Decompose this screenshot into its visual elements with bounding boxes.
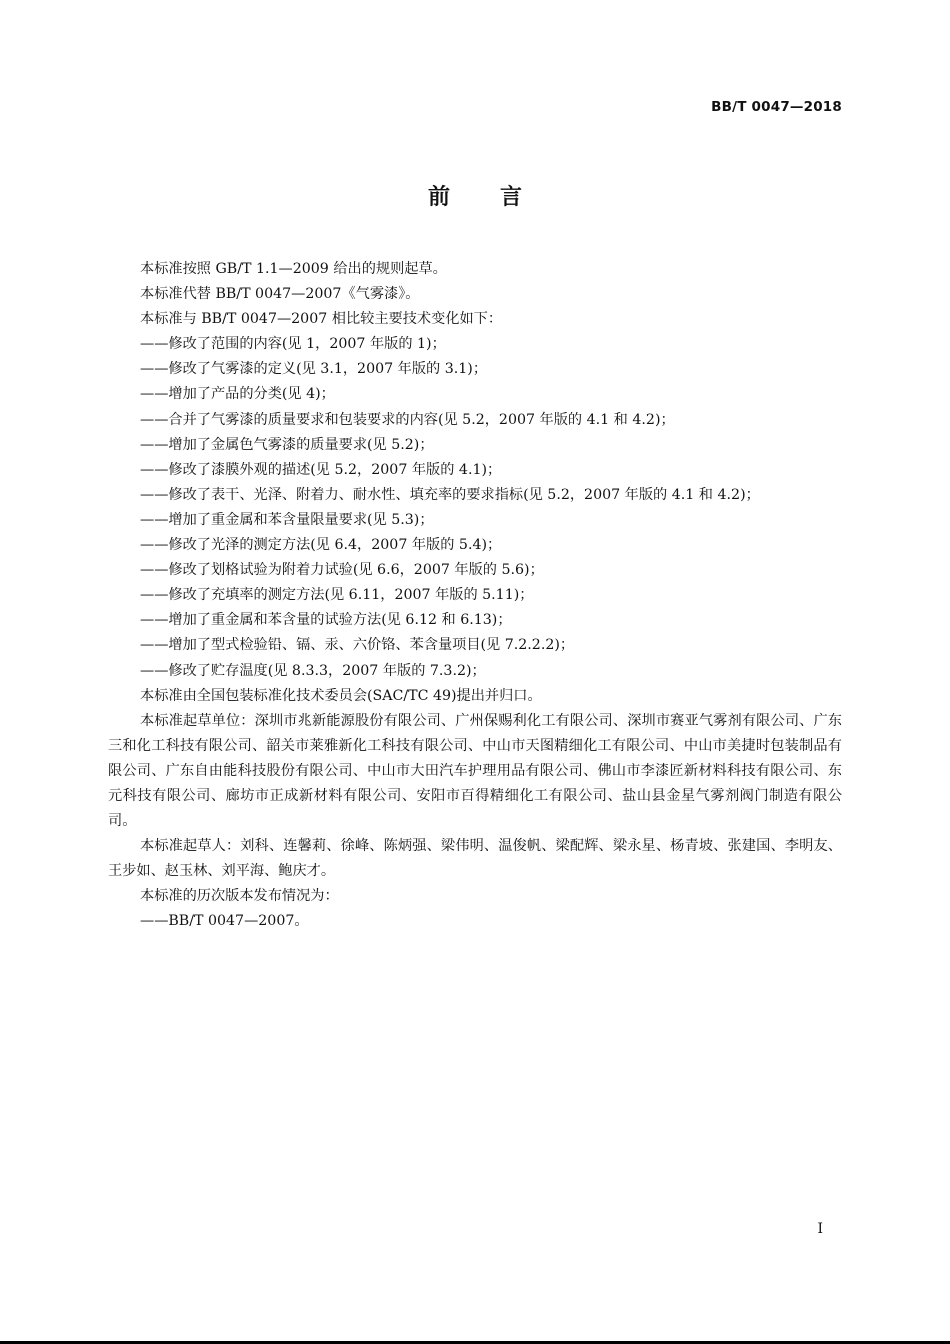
line-replaces: 本标准代替 BB/T 0047—2007《气雾漆》。: [140, 286, 420, 303]
change-item: ——修改了范围的内容(见 1，2007 年版的 1)；: [140, 336, 446, 353]
change-item: ——修改了表干、光泽、附着力、耐水性、填充率的要求指标(见 5.2，2007 年版的 4.1 和 4.2)；: [140, 486, 760, 503]
page-title: 前言: [427, 185, 572, 210]
change-item: ——修改了划格试验为附着力试验(见 6.6，2007 年版的 5.6)；: [140, 562, 544, 579]
standard-code: BB/T 0047—2018: [711, 99, 842, 115]
change-item: ——修改了光泽的测定方法(见 6.4，2007 年版的 5.4)；: [140, 537, 502, 554]
change-item: ——修改了充填率的测定方法(见 6.11，2007 年版的 5.11)；: [140, 587, 534, 604]
change-item: ——合并了气雾漆的质量要求和包装要求的内容(见 5.2，2007 年版的 4.1 和 4.2)；: [140, 411, 675, 428]
foreword-body: [108, 257, 842, 935]
change-item: ——增加了金属色气雾漆的质量要求(见 5.2)；: [140, 436, 434, 453]
change-item: ——增加了重金属和苯含量限量要求(见 5.3)；: [140, 511, 434, 528]
change-item: ——修改了贮存温度(见 8.3.3，2007 年版的 7.3.2)；: [140, 662, 486, 679]
history-item: ——BB/T 0047—2007。: [140, 913, 309, 930]
change-item: ——修改了漆膜外观的描述(见 5.2，2007 年版的 4.1)；: [140, 461, 502, 478]
change-item: ——增加了产品的分类(见 4)；: [140, 386, 335, 403]
line-history-intro: 本标准的历次版本发布情况为：: [140, 888, 339, 905]
change-item: ——增加了重金属和苯含量的试验方法(见 6.12 和 6.13)；: [140, 612, 512, 629]
page-number: I: [817, 1221, 823, 1237]
line-drafting-rule: 本标准按照 GB/T 1.1—2009 给出的规则起草。: [140, 261, 447, 277]
line-changes-intro: 本标准与 BB/T 0047—2007 相比较主要技术变化如下：: [140, 311, 503, 328]
change-item: ——增加了型式检验铅、镉、汞、六价铬、苯含量项目(见 7.2.2.2)；: [140, 637, 575, 654]
paragraph-drafters: 本标准起草人：刘科、连馨莉、徐峰、陈炳强、梁伟明、温俊帆、梁配辉、梁永星、杨青坡、张建国、李明友、王步如、赵玉林、刘平海、鲍庆才。: [108, 838, 842, 880]
paragraph-drafting-units: 本标准起草单位：深圳市兆新能源股份有限公司、广州保赐利化工有限公司、深圳市赛亚气雾剂有限公司、广东三和化工科技有限公司、韶关市莱雅新化工科技有限公司、中山市天图精细化工有限公司、中山市美捷时包装制品有限公司、广东自由能科技股份有限公司、中山市大田汽车护理用品有限公司、佛山市李漆匠新材料科技有限公司、东元科技有限公司、廊坊市正成新材料有限公司、安阳市百得精细化工有限公司、盐山县金星气雾剂阀门制造有限公司。: [108, 712, 842, 830]
change-item: ——修改了气雾漆的定义(见 3.1，2007 年版的 3.1)；: [140, 361, 488, 378]
line-proposed-by: 本标准由全国包装标准化技术委员会(SAC/TC 49)提出并归口。: [140, 687, 542, 704]
